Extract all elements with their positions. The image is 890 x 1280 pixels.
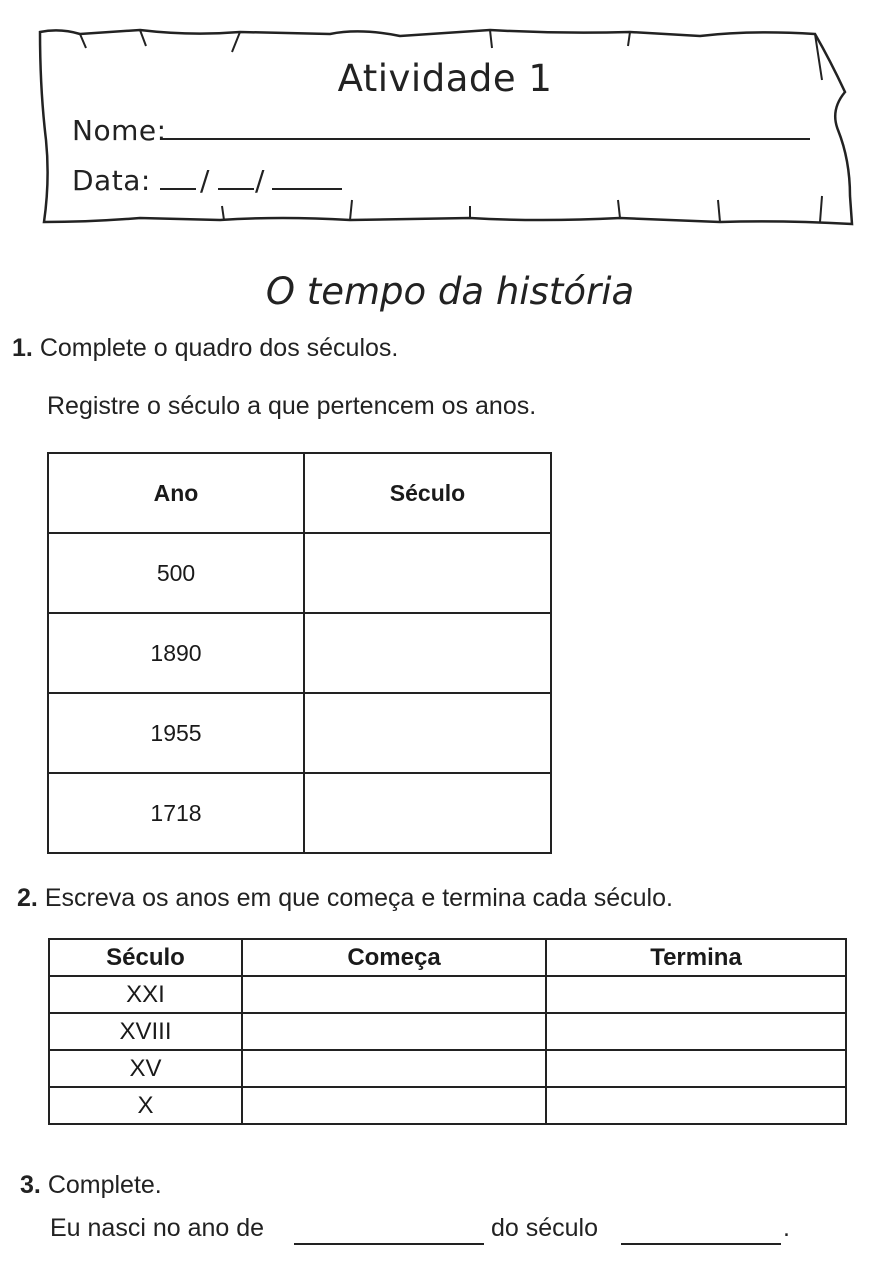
birth-year-blank[interactable] [294, 1243, 484, 1245]
table-row [48, 613, 551, 693]
question-text: Complete. [47, 1171, 162, 1199]
question-1 [12, 334, 398, 363]
birth-century-blank[interactable] [621, 1243, 781, 1245]
activity-title: Atividade 1 [337, 57, 553, 100]
question-number: 1. [12, 334, 33, 362]
date-separator: / [200, 164, 210, 197]
century-answer-cell[interactable] [304, 693, 551, 773]
sentence-part1: Eu nasci no ano de [50, 1214, 265, 1242]
date-year-line[interactable] [272, 188, 342, 190]
century-cell: XVIII [49, 1013, 242, 1050]
table-row [48, 693, 551, 773]
table-row [49, 1050, 846, 1087]
end-answer-cell[interactable] [546, 1087, 846, 1124]
end-answer-cell[interactable] [546, 1050, 846, 1087]
table-header-seculo: Século [49, 939, 242, 976]
question-3 [20, 1171, 162, 1200]
date-month-line[interactable] [218, 188, 254, 190]
start-answer-cell[interactable] [242, 1050, 546, 1087]
start-answer-cell[interactable] [242, 1013, 546, 1050]
date-separator: / [255, 164, 265, 197]
century-cell: X [49, 1087, 242, 1124]
century-answer-cell[interactable] [304, 533, 551, 613]
century-range-table [48, 938, 847, 1125]
question-1-subtext: Registre o século a que pertencem os anos. [47, 392, 537, 420]
start-answer-cell[interactable] [242, 976, 546, 1013]
name-field-line[interactable] [160, 138, 810, 140]
question-number: 3. [20, 1171, 41, 1199]
table-header-comeca: Começa [242, 939, 546, 976]
activity-header-banner [0, 0, 890, 240]
table-row [49, 1013, 846, 1050]
start-answer-cell[interactable] [242, 1087, 546, 1124]
sentence-part2: do século [491, 1214, 599, 1242]
table-row [48, 773, 551, 853]
table-header-seculo: Século [304, 453, 551, 533]
century-answer-cell[interactable] [304, 613, 551, 693]
end-answer-cell[interactable] [546, 976, 846, 1013]
question-2 [17, 884, 673, 913]
name-label: Nome: [72, 114, 167, 147]
century-answer-cell[interactable] [304, 773, 551, 853]
date-label: Data: [72, 164, 151, 197]
date-day-line[interactable] [160, 188, 196, 190]
year-cell: 1955 [48, 693, 304, 773]
table-row [49, 976, 846, 1013]
table-row [48, 533, 551, 613]
century-cell: XXI [49, 976, 242, 1013]
table-row [49, 1087, 846, 1124]
year-cell: 1890 [48, 613, 304, 693]
sentence-end: . [783, 1214, 790, 1242]
table-header-ano: Ano [48, 453, 304, 533]
year-cell: 1718 [48, 773, 304, 853]
page-title: O tempo da história [265, 270, 635, 313]
century-cell: XV [49, 1050, 242, 1087]
question-number: 2. [17, 884, 38, 912]
end-answer-cell[interactable] [546, 1013, 846, 1050]
question-text: Complete o quadro dos séculos. [39, 334, 399, 362]
table-header-termina: Termina [546, 939, 846, 976]
year-cell: 500 [48, 533, 304, 613]
question-text: Escreva os anos em que começa e termina cada século. [44, 884, 673, 912]
centuries-table [47, 452, 552, 854]
